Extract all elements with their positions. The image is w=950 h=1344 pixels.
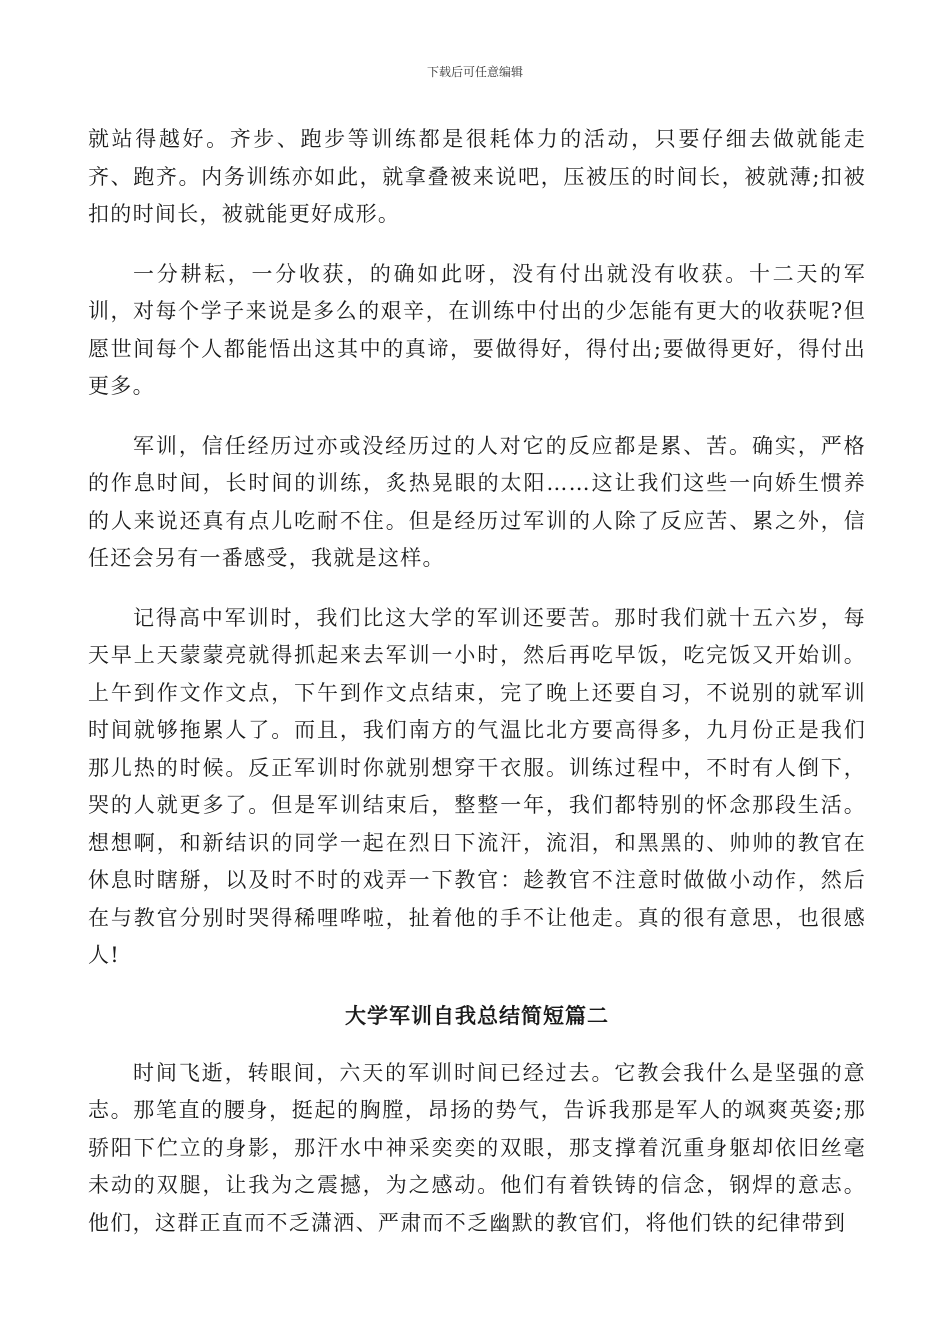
paragraph: 一分耕耘，一分收获，的确如此呀，没有付出就没有收获。十二天的军训，对每个学子来说是多么的艰辛，在训练中付出的少怎能有更大的收获呢?但愿世间每个人都能悟出这其中的真谛，要做得好，得付出;要做得更好，得付出更多。 — [88, 261, 866, 398]
paragraph: 记得高中军训时，我们比这大学的军训还要苦。那时我们就十五六岁，每天早上天蒙蒙亮就得抓起来去军训一小时，然后再吃早饭，吃完饭又开始训。上午到作文作文点，下午到作文点结束，完了晚上还要自习，不说别的就军训时间就够拖累人了。而且，我们南方的气温比北方要高得多，九月份正是我们那儿热的时候。反正军训时你就别想穿干衣服。训练过程中，不时有人倒下，哭的人就更多了。但是军训结束后，整整一年，我们都特别的怀念那段生活。想想啊，和新结识的同学一起在烈日下流汗，流泪，和黑黑的、帅帅的教官在休息时瞎掰，以及时不时的戏弄一下教官：趁教官不注意时做做小动作，然后在与教官分别时哭得稀哩哗啦，扯着他的手不让他走。真的很有意思，也很感人! — [88, 605, 866, 967]
paragraph: 时间飞逝，转眼间，六天的军训时间已经过去。它教会我什么是坚强的意志。那笔直的腰身，挺起的胸膛，昂扬的势气，告诉我那是军人的飒爽英姿;那骄阳下伫立的身影，那汗水中神采奕奕的双眼，那支撑着沉重身躯却依旧丝毫未动的双腿，让我为之震撼，为之感动。他们有着铁铸的信念，钢焊的意志。他们，这群正直而不乏潇洒、严肃而不乏幽默的教官们，将他们铁的纪律带到 — [88, 1060, 866, 1235]
paragraph: 军训，信任经历过亦或没经历过的人对它的反应都是累、苦。确实，严格的作息时间，长时间的训练，炙热晃眼的太阳……这让我们这些一向娇生惯养的人来说还真有点儿吃耐不住。但是经历过军训的人除了反应苦、累之外，信任还会另有一番感受，我就是这样。 — [88, 433, 866, 570]
page-header: 下载后可任意编辑 — [426, 65, 523, 79]
section-heading: 大学军训自我总结简短篇二 — [345, 1002, 609, 1028]
paragraph-continuation: 就站得越好。齐步、跑步等训练都是很耗体力的活动，只要仔细去做就能走齐、跑齐。内务训练亦如此，就拿叠被来说吧，压被压的时间长，被就薄;扣被扣的时间长，被就能更好成形。 — [88, 127, 866, 226]
document-body — [88, 121, 866, 1242]
